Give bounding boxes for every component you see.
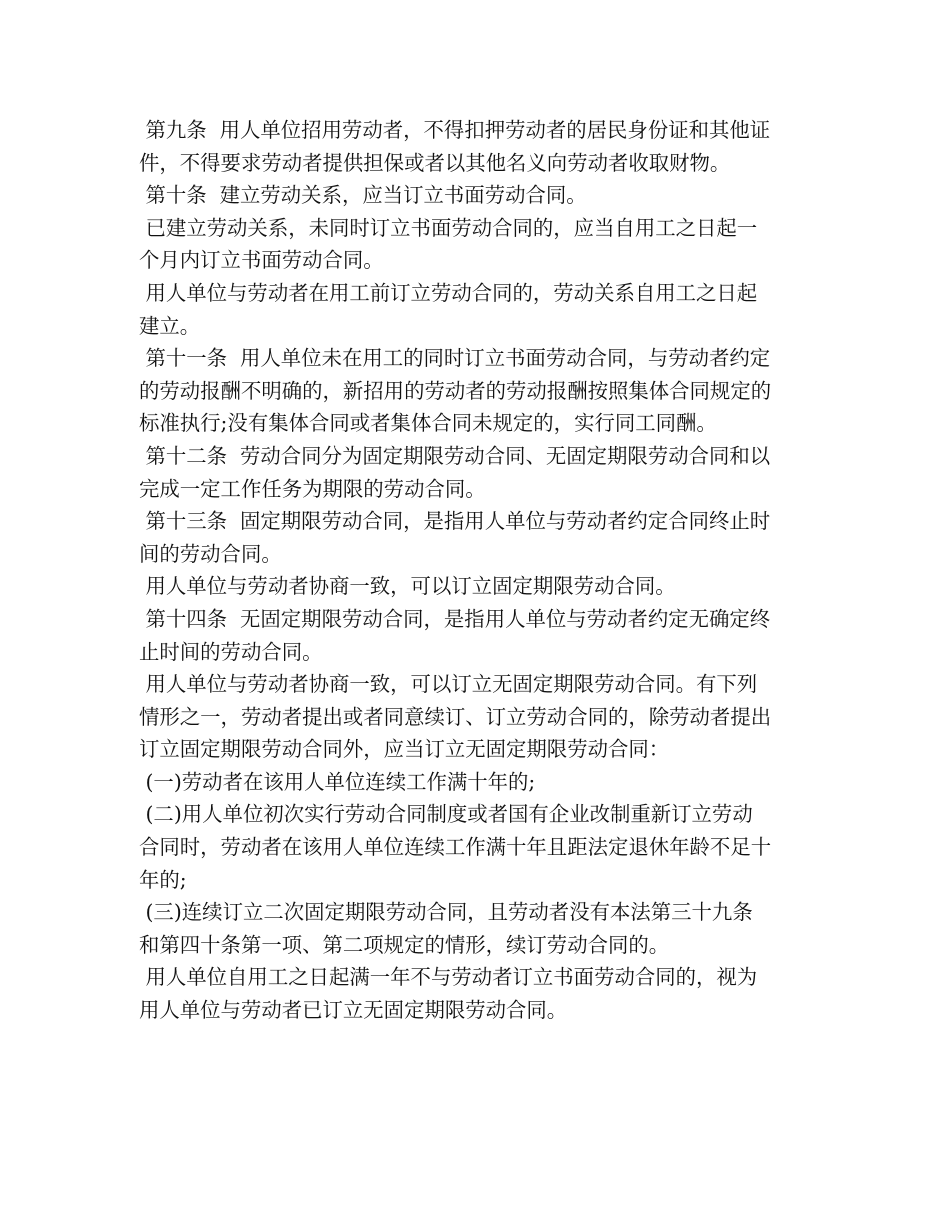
text-line: 件，不得要求劳动者提供担保或者以其他名义向劳动者收取财物。 [139, 150, 731, 175]
text-line: 合同时，劳动者在该用人单位连续工作满十年且距法定退休年龄不足十 [139, 835, 772, 860]
text-line: 间的劳动合同。 [139, 541, 282, 566]
text-line: 年的; [139, 867, 187, 892]
document-body [139, 114, 814, 1027]
text-line: 止时间的劳动合同。 [139, 639, 323, 664]
text-line: 用人单位与劳动者协商一致，可以订立固定期限劳动合同。 [139, 574, 676, 599]
text-line: 第十一条 用人单位未在用工的同时订立书面劳动合同，与劳动者约定 [139, 346, 771, 371]
text-line: (一)劳动者在该用人单位连续工作满十年的; [139, 769, 536, 794]
text-line: 完成一定工作任务为期限的劳动合同。 [139, 476, 486, 501]
text-line: 第十四条 无固定期限劳动合同，是指用人单位与劳动者约定无确定终 [139, 606, 771, 631]
text-line: 的劳动报酬不明确的，新招用的劳动者的劳动报酬按照集体合同规定的 [139, 378, 772, 403]
text-line: 和第四十条第一项、第二项规定的情形，续订劳动合同的。 [139, 932, 670, 957]
text-line: 标准执行;没有集体合同或者集体合同未规定的，实行同工同酬。 [139, 411, 717, 436]
text-line: 第十条 建立劳动关系，应当订立书面劳动合同。 [139, 183, 587, 208]
text-line: 第十二条 劳动合同分为固定期限劳动合同、无固定期限劳动合同和以 [139, 443, 771, 468]
text-line: 用人单位与劳动者已订立无固定期限劳动合同。 [139, 998, 568, 1023]
text-line: 用人单位与劳动者在用工前订立劳动合同的，劳动关系自用工之日起 [139, 280, 758, 305]
text-line: (三)连续订立二次固定期限劳动合同，且劳动者没有本法第三十九条 [139, 900, 753, 925]
text-line: 第九条 用人单位招用劳动者，不得扣押劳动者的居民身份证和其他证 [139, 118, 771, 142]
text-line: 建立。 [139, 313, 201, 338]
text-line: 情形之一，劳动者提出或者同意续订、订立劳动合同的，除劳动者提出 [139, 704, 772, 729]
text-line: 用人单位自用工之日起满一年不与劳动者订立书面劳动合同的，视为 [139, 965, 758, 990]
text-line: 用人单位与劳动者协商一致，可以订立无固定期限劳动合同。有下列 [139, 672, 758, 697]
text-line: 已建立劳动关系，未同时订立书面劳动合同的，应当自用工之日起一 [139, 215, 758, 240]
text-line: 订立固定期限劳动合同外，应当订立无固定期限劳动合同： [139, 737, 670, 762]
text-line: (二)用人单位初次实行劳动合同制度或者国有企业改制重新订立劳动 [139, 802, 753, 827]
text-line: 个月内订立书面劳动合同。 [139, 248, 384, 273]
text-line: 第十三条 固定期限劳动合同，是指用人单位与劳动者约定合同终止时 [139, 509, 771, 534]
